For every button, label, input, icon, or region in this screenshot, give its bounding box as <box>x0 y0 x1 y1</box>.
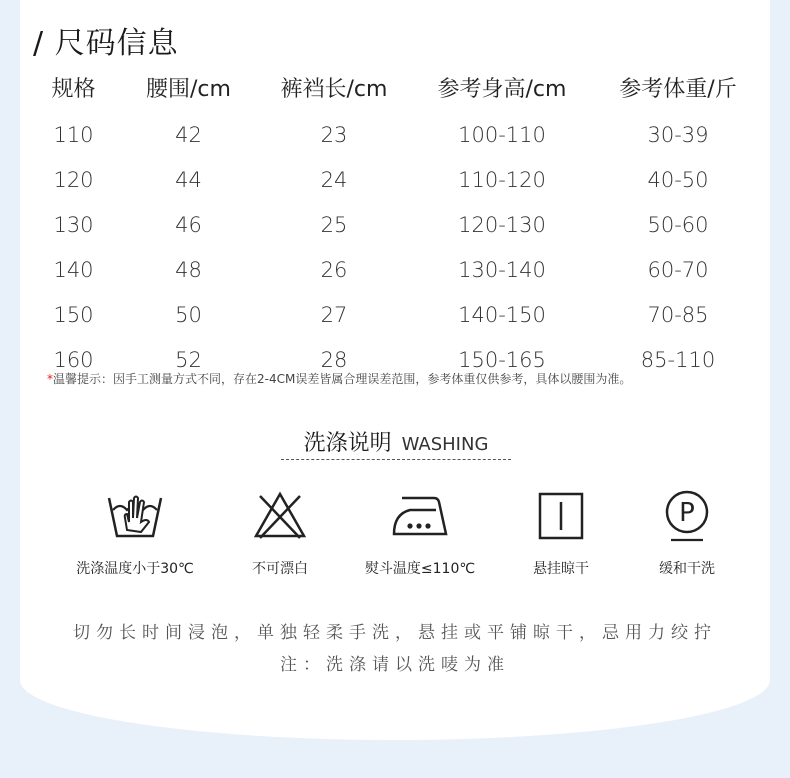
cell-ref-weight: 85-110 <box>640 347 716 372</box>
table-row <box>20 157 770 202</box>
care-note: 注：洗涤请以洗唛为准 <box>280 655 510 675</box>
size-table <box>20 62 770 382</box>
note-star: * <box>47 372 53 386</box>
cell-size: 110 <box>53 122 94 147</box>
hand-wash-label: 洗涤温度小于30℃ <box>76 561 194 577</box>
table-row <box>20 292 770 337</box>
washing-title-cn: 洗涤说明 <box>303 431 392 456</box>
header-size: 规格 <box>51 76 96 102</box>
size-note <box>47 370 631 387</box>
cell-crotch-length: 28 <box>320 347 348 372</box>
iron-icon <box>388 488 452 544</box>
iron-label: 熨斗温度≤110℃ <box>364 561 476 577</box>
washing-title-en: WASHING <box>401 434 489 455</box>
cell-ref-weight: 30-39 <box>647 122 709 147</box>
care-item-hand-wash <box>60 488 210 578</box>
care-instructions: 切勿长时间浸泡，单独轻柔手洗，悬挂或平铺晾干，忌用力绞拧 <box>73 623 717 643</box>
header-crotch-length: 裤裆长/cm <box>280 76 388 102</box>
dry-clean-label: 缓和干洗 <box>659 561 715 577</box>
cell-size: 160 <box>53 347 94 372</box>
cell-crotch-length: 25 <box>320 212 348 237</box>
no-bleach-label: 不可漂白 <box>252 561 308 577</box>
cell-ref-height: 130-140 <box>458 257 546 282</box>
cell-ref-height: 140-150 <box>458 302 546 327</box>
table-row <box>20 112 770 157</box>
dry-clean-symbol: P <box>679 498 695 528</box>
cell-size: 150 <box>53 302 94 327</box>
hang-dry-label: 悬挂晾干 <box>533 561 589 577</box>
cell-ref-weight: 50-60 <box>647 212 709 237</box>
no-bleach-icon <box>252 488 308 544</box>
cell-crotch-length: 24 <box>320 167 348 192</box>
cell-ref-weight: 60-70 <box>647 257 709 282</box>
care-item-iron <box>345 488 495 578</box>
cell-waist: 46 <box>175 212 202 237</box>
cell-size: 120 <box>53 167 94 192</box>
header-ref-weight: 参考体重/斤 <box>619 76 737 102</box>
cell-ref-height: 100-110 <box>458 122 546 147</box>
cell-ref-height: 150-165 <box>458 347 546 372</box>
hand-wash-icon <box>105 488 165 544</box>
hang-dry-icon <box>536 488 586 544</box>
table-row <box>20 247 770 292</box>
cell-ref-height: 110-120 <box>458 167 546 192</box>
cell-waist: 48 <box>175 257 202 282</box>
cell-ref-weight: 70-85 <box>647 302 709 327</box>
cell-crotch-length: 26 <box>320 257 348 282</box>
cell-waist: 50 <box>175 302 202 327</box>
cell-ref-height: 120-130 <box>458 212 546 237</box>
note-text: 温馨提示：因手工测量方式不同，存在2-4CM误差皆属合理误差范围，参考体重仅供参考，具体以腰围为准。 <box>53 372 632 386</box>
care-item-dry-clean <box>612 488 762 578</box>
cell-waist: 44 <box>175 167 202 192</box>
cell-crotch-length: 23 <box>320 122 348 147</box>
cell-waist: 52 <box>175 347 202 372</box>
cell-ref-weight: 40-50 <box>647 167 709 192</box>
size-table-header-row <box>20 62 770 112</box>
table-row <box>20 202 770 247</box>
dry-clean-p-icon <box>661 488 713 544</box>
care-item-no-bleach <box>205 488 355 578</box>
washing-title <box>281 426 511 460</box>
size-info-title: / 尺码信息 <box>33 26 179 61</box>
cell-size: 140 <box>53 257 94 282</box>
cell-crotch-length: 27 <box>320 302 348 327</box>
header-ref-height: 参考身高/cm <box>437 76 567 102</box>
header-waist: 腰围/cm <box>146 76 231 102</box>
cell-waist: 42 <box>175 122 202 147</box>
cell-size: 130 <box>53 212 94 237</box>
